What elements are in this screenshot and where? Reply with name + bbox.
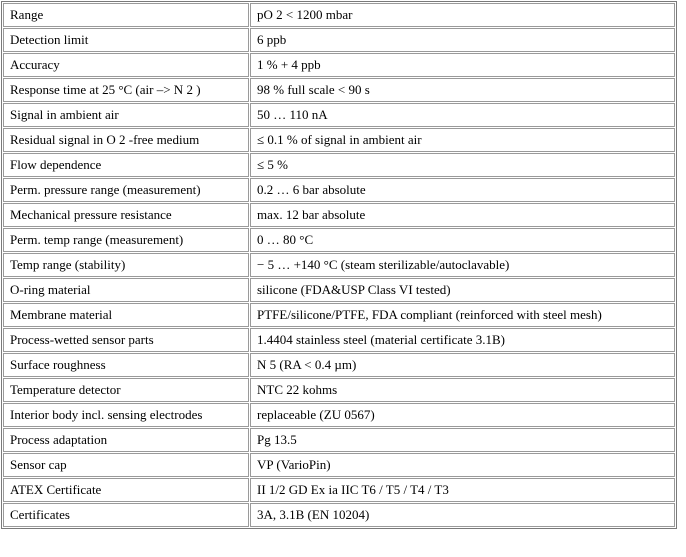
- table-row: [3, 403, 675, 427]
- spec-label: Perm. pressure range (measurement): [3, 178, 249, 202]
- table-row: [3, 203, 675, 227]
- table-row: [3, 228, 675, 252]
- spec-label: Accuracy: [3, 53, 249, 77]
- spec-table-body: [3, 3, 675, 527]
- spec-value: 1 % + 4 ppb: [250, 53, 675, 77]
- table-row: [3, 503, 675, 527]
- spec-value: 6 ppb: [250, 28, 675, 52]
- spec-label: Process-wetted sensor parts: [3, 328, 249, 352]
- spec-value: ≤ 0.1 % of signal in ambient air: [250, 128, 675, 152]
- table-row: [3, 478, 675, 502]
- table-row: [3, 53, 675, 77]
- spec-value: VP (VarioPin): [250, 453, 675, 477]
- spec-label: Temperature detector: [3, 378, 249, 402]
- spec-label: Mechanical pressure resistance: [3, 203, 249, 227]
- table-row: [3, 253, 675, 277]
- table-row: [3, 453, 675, 477]
- spec-value: NTC 22 kohms: [250, 378, 675, 402]
- spec-label: Response time at 25 °C (air –> N 2 ): [3, 78, 249, 102]
- spec-value: pO 2 < 1200 mbar: [250, 3, 675, 27]
- table-row: [3, 78, 675, 102]
- spec-value: 98 % full scale < 90 s: [250, 78, 675, 102]
- spec-value: silicone (FDA&USP Class VI tested): [250, 278, 675, 302]
- spec-label: ATEX Certificate: [3, 478, 249, 502]
- table-row: [3, 128, 675, 152]
- spec-table-container: [1, 1, 677, 529]
- spec-label: Surface roughness: [3, 353, 249, 377]
- spec-value: Pg 13.5: [250, 428, 675, 452]
- spec-value: 3A, 3.1B (EN 10204): [250, 503, 675, 527]
- table-row: [3, 178, 675, 202]
- spec-value: 50 … 110 nA: [250, 103, 675, 127]
- table-row: [3, 328, 675, 352]
- spec-label: Signal in ambient air: [3, 103, 249, 127]
- spec-value: II 1/2 GD Ex ia IIC T6 / T5 / T4 / T3: [250, 478, 675, 502]
- spec-table: [1, 1, 677, 529]
- spec-value: 1.4404 stainless steel (material certificate 3.1B): [250, 328, 675, 352]
- spec-label: Flow dependence: [3, 153, 249, 177]
- spec-value: replaceable (ZU 0567): [250, 403, 675, 427]
- spec-label: Process adaptation: [3, 428, 249, 452]
- spec-label: Detection limit: [3, 28, 249, 52]
- table-row: [3, 303, 675, 327]
- spec-label: Temp range (stability): [3, 253, 249, 277]
- table-row: [3, 278, 675, 302]
- spec-label: O-ring material: [3, 278, 249, 302]
- table-row: [3, 353, 675, 377]
- table-row: [3, 428, 675, 452]
- table-row: [3, 153, 675, 177]
- spec-value: − 5 … +140 °C (steam sterilizable/autoclavable): [250, 253, 675, 277]
- spec-label: Sensor cap: [3, 453, 249, 477]
- spec-value: PTFE/silicone/PTFE, FDA compliant (reinforced with steel mesh): [250, 303, 675, 327]
- spec-value: max. 12 bar absolute: [250, 203, 675, 227]
- spec-label: Perm. temp range (measurement): [3, 228, 249, 252]
- spec-label: Residual signal in O 2 -free medium: [3, 128, 249, 152]
- spec-label: Certificates: [3, 503, 249, 527]
- spec-label: Membrane material: [3, 303, 249, 327]
- table-row: [3, 378, 675, 402]
- table-row: [3, 103, 675, 127]
- spec-value: ≤ 5 %: [250, 153, 675, 177]
- spec-label: Interior body incl. sensing electrodes: [3, 403, 249, 427]
- spec-label: Range: [3, 3, 249, 27]
- spec-value: N 5 (RA < 0.4 µm): [250, 353, 675, 377]
- table-row: [3, 3, 675, 27]
- table-row: [3, 28, 675, 52]
- spec-value: 0 … 80 °C: [250, 228, 675, 252]
- spec-value: 0.2 … 6 bar absolute: [250, 178, 675, 202]
